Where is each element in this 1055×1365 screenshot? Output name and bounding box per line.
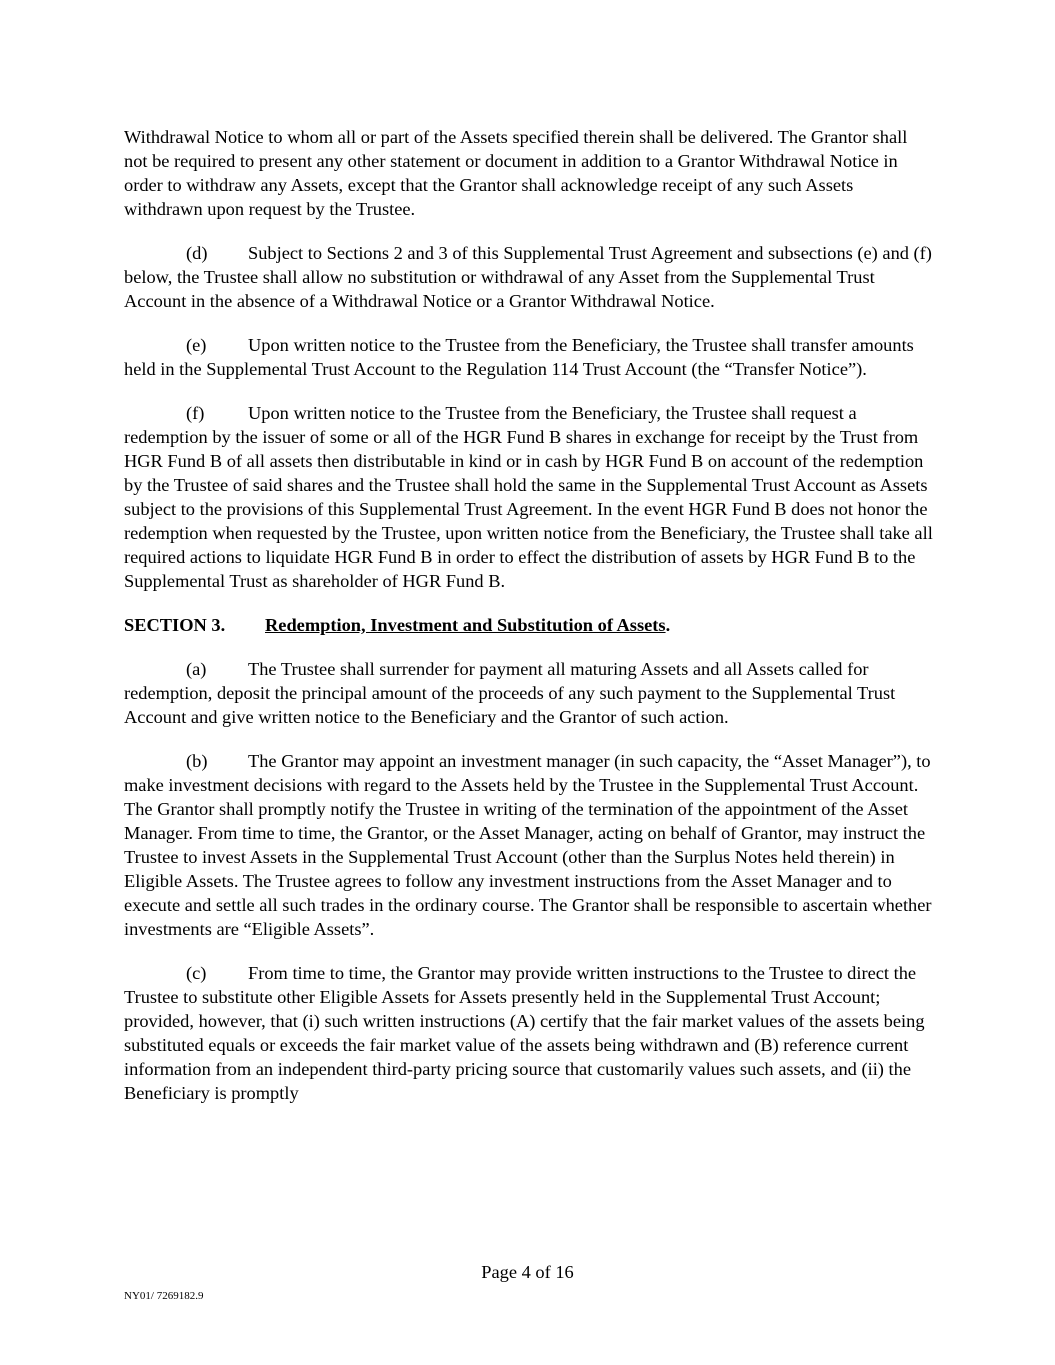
- paragraph-text: The Trustee shall surrender for payment all maturing Assets and all Assets called for redemption, deposit the principal amount of the proceeds of any such payment to the Supplemental Trust Account and give written notice to the Beneficiary and the Grantor of such action.: [124, 659, 896, 727]
- section-3-heading: [124, 613, 934, 637]
- paragraph-label: (a): [186, 659, 207, 679]
- paragraph-label: (f): [186, 403, 205, 423]
- paragraph-d: [124, 241, 934, 313]
- paragraph-label: (c): [186, 963, 207, 983]
- document-id: NY01/ 7269182.9: [124, 1290, 204, 1302]
- paragraph-text: Subject to Sections 2 and 3 of this Supplemental Trust Agreement and subsections (e) and (f) below, the Trustee shall allow no substitution or withdrawal of any Asset from the Supplemental Trust Account in the absence of a Withdrawal Notice or a Grantor Withdrawal Notice.: [124, 243, 932, 311]
- paragraph-label: (d): [186, 243, 208, 263]
- paragraph-label: (b): [186, 751, 208, 771]
- paragraph-text: The Grantor may appoint an investment manager (in such capacity, the “Asset Manager”), to make investment decisions with regard to the Assets held by the Trustee in the Supplemental Trust Account. The Grantor shall promptly notify the Trustee in writing of the termination of the appointment of the Asset Manager. From time to time, the Grantor, or the Asset Manager, acting on behalf of Grantor, may instruct the Trustee to invest Assets in the Supplemental Trust Account (other than the Surplus Notes held therein) in Eligible Assets. The Trustee agrees to follow any investment instructions from the Asset Manager and to execute and settle all such trades in the ordinary course. The Grantor shall be responsible to ascertain whether investments are “Eligible Assets”.: [124, 751, 932, 939]
- paragraph-3c: [124, 961, 934, 1105]
- page-number: Page 4 of 16: [481, 1262, 574, 1282]
- paragraph-text: Upon written notice to the Trustee from the Beneficiary, the Trustee shall request a redemption by the issuer of some or all of the HGR Fund B shares in exchange for receipt by the Trust from HGR Fund B of all assets then distributable in kind or in cash by HGR Fund B on account of the redemption by the Trustee of said shares and the Trustee shall hold the same in the Supplemental Trust Account as Assets subject to the provisions of this Supplemental Trust Agreement. In the event HGR Fund B does not honor the redemption when requested by the Trustee, upon written notice from the Beneficiary, the Trustee shall take all required actions to liquidate HGR Fund B in order to effect the distribution of assets by HGR Fund B to the Supplemental Trust as shareholder of HGR Fund B.: [124, 403, 933, 591]
- section-title-period: .: [665, 615, 671, 635]
- section-title: Redemption, Investment and Substitution of Assets: [265, 615, 666, 635]
- paragraph-3a: [124, 657, 934, 729]
- document-body: [124, 125, 934, 1125]
- section-number: SECTION 3.: [124, 615, 226, 635]
- paragraph-text: From time to time, the Grantor may provide written instructions to the Trustee to direct the Trustee to substitute other Eligible Assets for Assets presently held in the Supplemental Trust Account; provided, however, that (i) such written instructions (A) certify that the fair market values of the assets being substituted equals or exceeds the fair market value of the assets being withdrawn and (B) reference current information from an independent third-party pricing source that customarily values such assets, and (ii) the Beneficiary is promptly: [124, 963, 925, 1103]
- continuation-paragraph: Withdrawal Notice to whom all or part of the Assets specified therein shall be delivered. The Grantor shall not be required to present any other statement or document in addition to a Grantor Withdrawal Notice in order to withdraw any Assets, except that the Grantor shall acknowledge receipt of any such Assets withdrawn upon request by the Trustee.: [124, 127, 908, 219]
- paragraph-text: Upon written notice to the Trustee from the Beneficiary, the Trustee shall transfer amounts held in the Supplemental Trust Account to the Regulation 114 Trust Account (the “Transfer Notice”).: [124, 335, 914, 379]
- paragraph-f: [124, 401, 934, 593]
- paragraph-3b: [124, 749, 934, 941]
- paragraph-e: [124, 333, 934, 381]
- paragraph-label: (e): [186, 335, 207, 355]
